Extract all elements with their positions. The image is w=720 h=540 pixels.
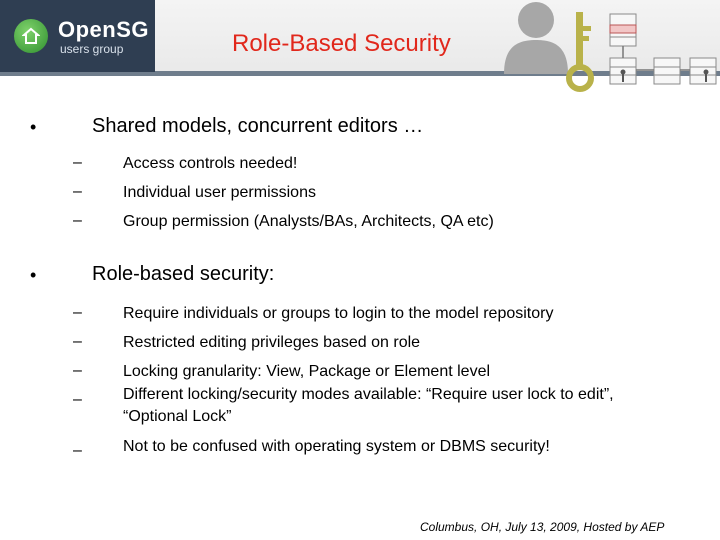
- logo-subtitle: users group: [60, 42, 124, 56]
- bullet-2-sub-5: Not to be confused with operating system or DBMS security!: [123, 438, 550, 455]
- bullet-1-sub-2: Individual user permissions: [123, 184, 316, 201]
- dash-marker: –: [73, 212, 82, 229]
- bullet-2-text: Role-based security:: [92, 263, 275, 285]
- dash-marker: –: [73, 391, 82, 408]
- dash-marker: –: [73, 442, 82, 459]
- bullet-1-text: Shared models, concurrent editors …: [92, 115, 424, 137]
- dash-marker: –: [73, 304, 82, 321]
- dash-marker: –: [73, 333, 82, 350]
- dash-marker: –: [73, 362, 82, 379]
- bullet-2-sub-2: Restricted editing privileges based on role: [123, 334, 421, 351]
- bullet-marker: •: [30, 117, 37, 137]
- footer-caption: Columbus, OH, July 13, 2009, Hosted by AEP: [420, 520, 665, 534]
- bullet-2-sub-3: Locking granularity: View, Package or Element level: [123, 363, 491, 380]
- bullet-2-sub-4: Different locking/security modes available: “Require user lock to edit”, “Optional Lock”: [123, 386, 614, 425]
- slide-title: Role-Based Security: [232, 30, 451, 57]
- bullet-marker: •: [30, 265, 37, 285]
- bullet-2-sub-1: Require individuals or groups to login to the model repository: [123, 305, 554, 322]
- bullet-1-sub-1: Access controls needed!: [123, 155, 298, 172]
- dash-marker: –: [73, 154, 82, 171]
- logo-word: OpenSG: [58, 17, 150, 42]
- bullet-1-sub-3: Group permission (Analysts/BAs, Architects, QA etc): [123, 213, 494, 230]
- dash-marker: –: [73, 183, 82, 200]
